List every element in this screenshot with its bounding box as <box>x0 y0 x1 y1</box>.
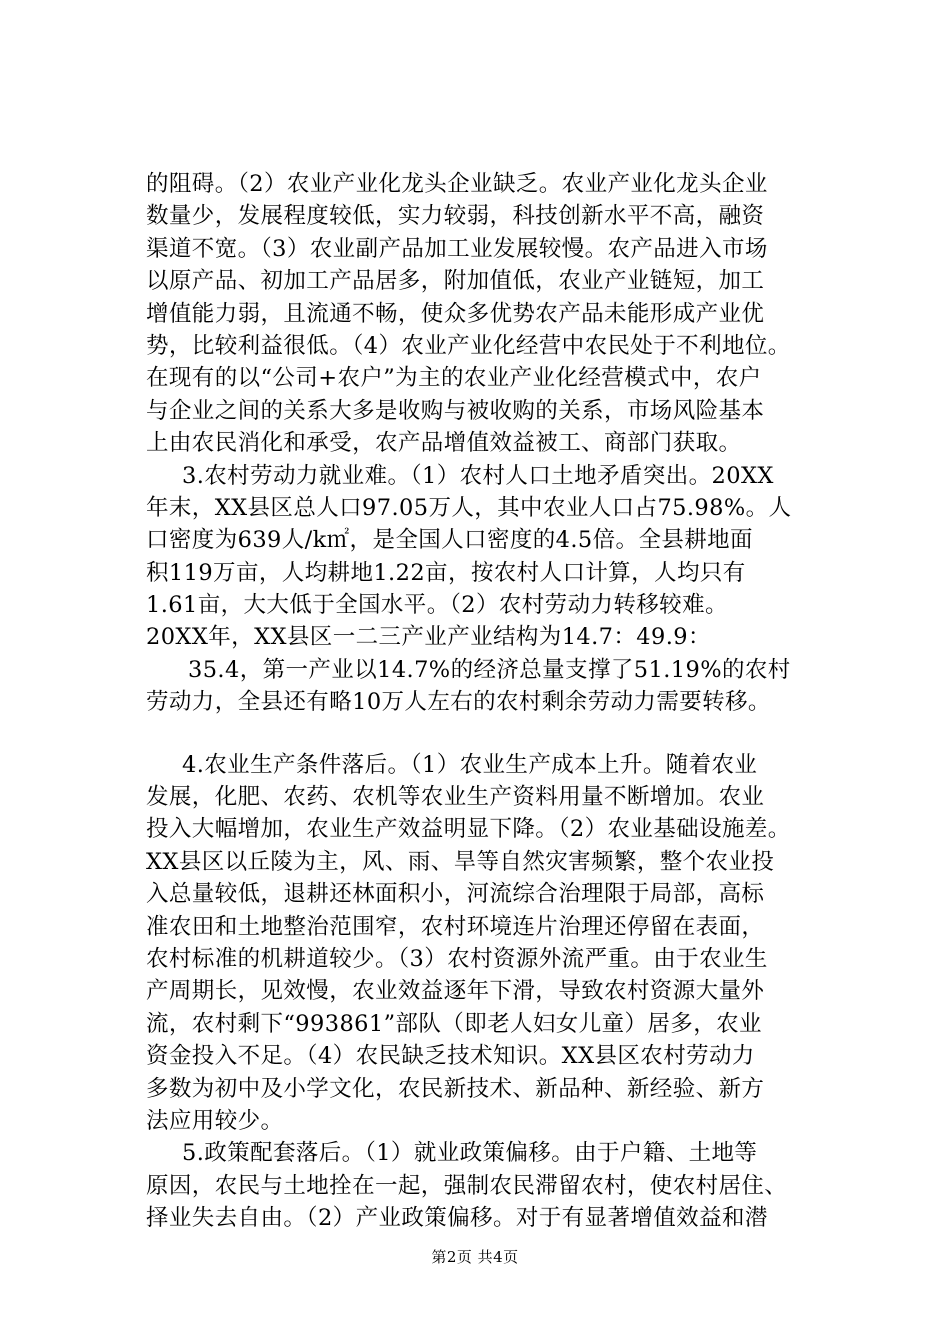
text-line: 口密度为639人/k㎡，是全国人口密度的4.5倍。全县耕地面 <box>146 527 753 554</box>
text-line: 的阻碍。（2）农业产业化龙头企业缺乏。农业产业化龙头企业 <box>146 171 768 197</box>
text-line: 积119万亩，人均耕地1.22亩，按农村人口计算，人均只有 <box>146 559 746 586</box>
document-body <box>146 168 846 1235</box>
text-line: 数量少，发展程度较低，实力较弱，科技创新水平不高，融资 <box>146 203 765 230</box>
text-line: 与企业之间的关系大多是收购与被收购的关系，市场风险基本 <box>146 397 765 424</box>
page-number-footer: 第2页 共4页 <box>431 1248 519 1266</box>
text-line: 上由农民消化和承受，农产品增值效益被工、商部门获取。 <box>146 430 742 457</box>
text-line: 产周期长，见效慢，农业效益逐年下滑，导致农村资源大量外 <box>146 978 765 1005</box>
text-line: 在现有的以“公司+农户”为主的农业产业化经营模式中，农户 <box>146 365 762 392</box>
text-line: 以原产品、初加工产品居多，附加值低，农业产业链短，加工 <box>146 268 765 295</box>
text-line: XX县区以丘陵为主，风、雨、旱等自然灾害频繁，整个农业投 <box>146 848 775 875</box>
text-line: 流，农村剩下“993861”部队（即老人妇女儿童）居多，农业 <box>146 1010 762 1037</box>
text-line: 投入大幅增加，农业生产效益明显下降。（2）农业基础设施差。 <box>146 816 791 843</box>
text-line: 准农田和土地整治范围窄，农村环境连片治理还停留在表面， <box>146 913 765 940</box>
text-line: 势，比较利益很低。（4）农业产业化经营中农民处于不利地位。 <box>146 332 791 359</box>
text-line: 年末，XX县区总人口97.05万人，其中农业人口占75.98%。人 <box>146 494 792 521</box>
text-line: 多数为初中及小学文化，农民新技术、新品种、新经验、新方 <box>146 1075 765 1102</box>
text-line: 入总量较低，退耕还林面积小，河流综合治理限于局部，高标 <box>146 881 765 908</box>
text-line: 择业失去自由。（2）产业政策偏移。对于有显著增值效益和潜 <box>146 1205 768 1232</box>
text-line: 法应用较少。 <box>146 1107 284 1134</box>
blank-line <box>146 719 846 749</box>
text-line: 渠道不宽。（3）农业副产品加工业发展较慢。农产品进入市场 <box>146 235 768 262</box>
text-line: 劳动力，全县还有略10万人左右的农村剩余劳动力需要转移。 <box>146 689 771 716</box>
section-heading-line: 4.农业生产条件落后。（1）农业生产成本上升。随着农业 <box>182 751 758 778</box>
text-line: 35.4，第一产业以14.7%的经济总量支撑了51.19%的农村 <box>188 656 791 683</box>
text-line: 资金投入不足。（4）农民缺乏技术知识。XX县区农村劳动力 <box>146 1043 755 1070</box>
text-line: 发展，化肥、农药、农机等农业生产资料用量不断增加。农业 <box>146 784 765 811</box>
text-line: 原因，农民与土地拴在一起，强制农民滞留农村，使农村居住、 <box>146 1172 788 1199</box>
text-line: 1.61亩，大大低于全国水平。（2）农村劳动力转移较难。 <box>146 592 728 619</box>
text-line: 增值能力弱，且流通不畅，使众多优势农产品未能形成产业优 <box>146 300 765 327</box>
text-line: 农村标准的机耕道较少。（3）农村资源外流严重。由于农业生 <box>146 945 768 972</box>
text-line: 20XX年，XX县区一二三产业产业结构为14.7：49.9： <box>146 624 711 651</box>
section-heading-line: 5.政策配套落后。（1）就业政策偏移。由于户籍、土地等 <box>182 1140 758 1167</box>
section-heading-line: 3.农村劳动力就业难。（1）农村人口土地矛盾突出。20XX <box>182 462 774 489</box>
